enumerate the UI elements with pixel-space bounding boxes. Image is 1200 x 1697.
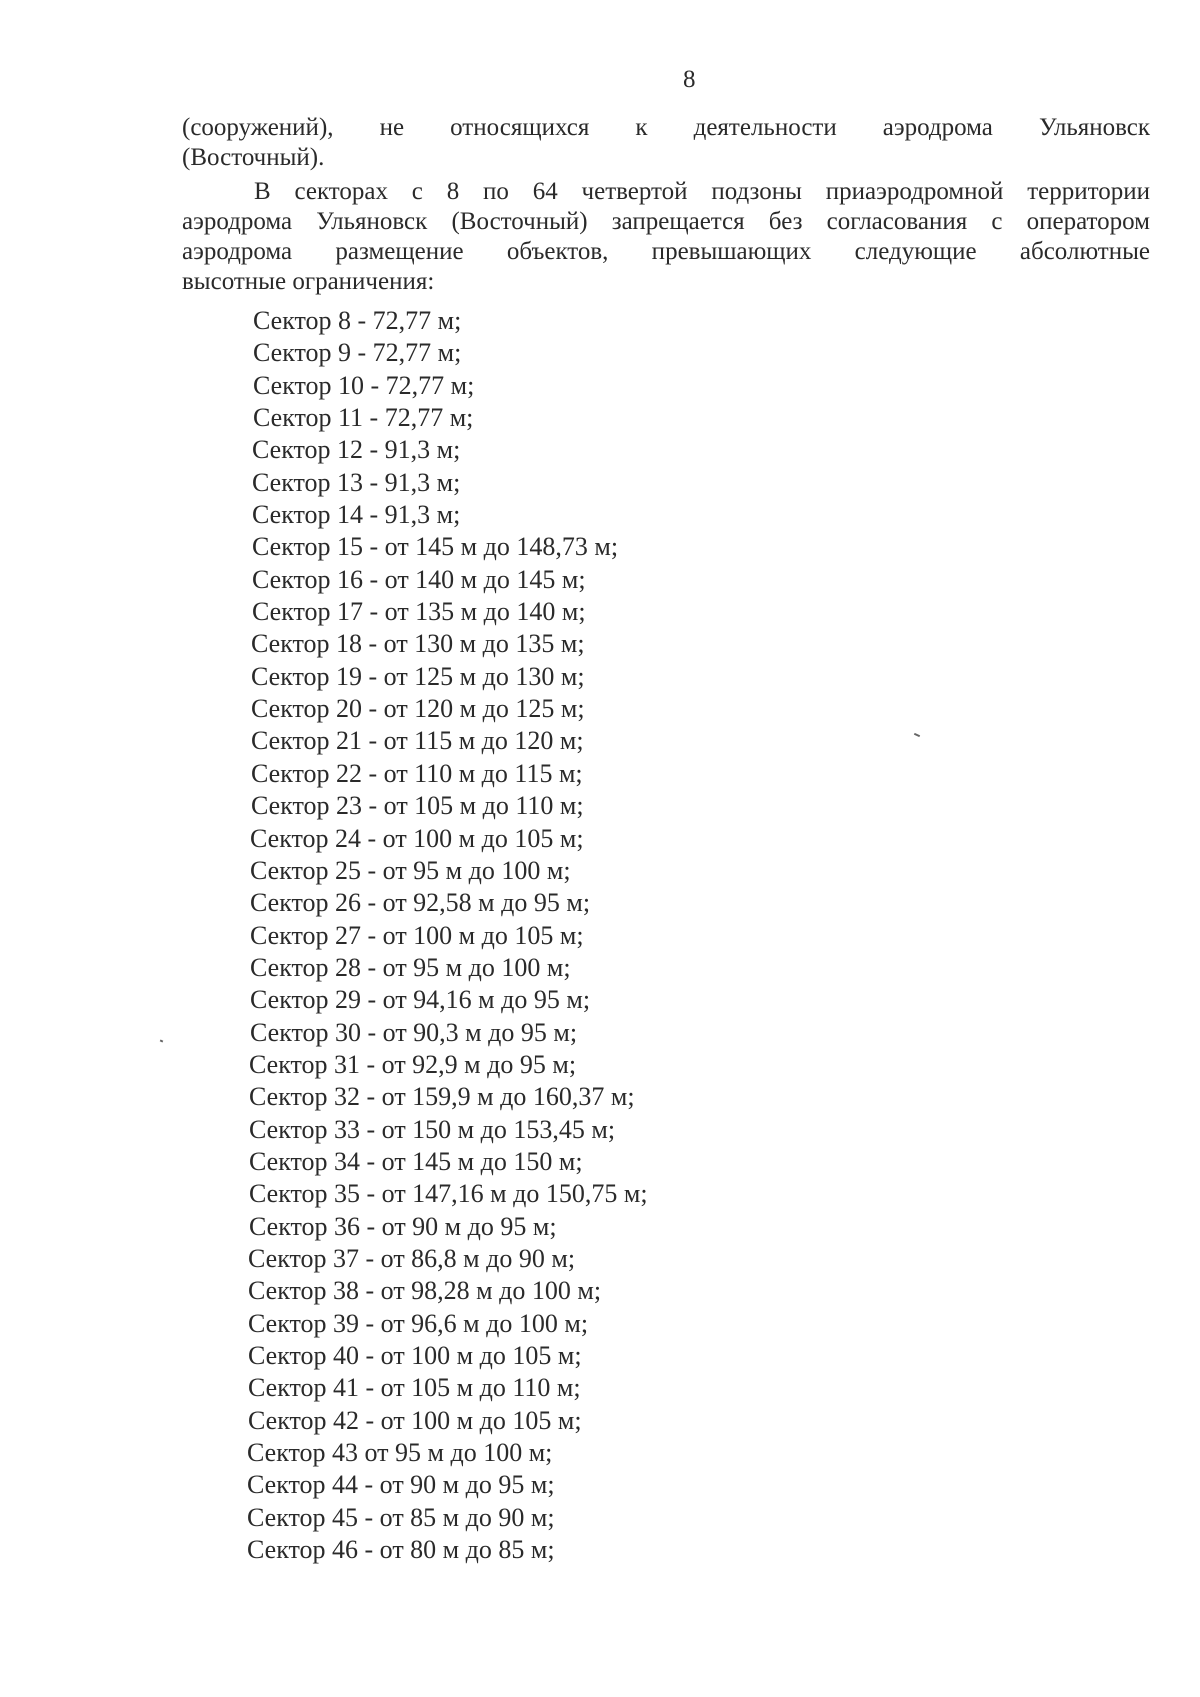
sector-item: Сектор 29 - от 94,16 м до 95 м; (250, 985, 591, 1015)
sector-item: Сектор 15 - от 145 м до 148,73 м; (252, 532, 619, 562)
sector-item: Сектор 30 - от 90,3 м до 95 м; (250, 1017, 578, 1047)
sector-item: Сектор 22 - от 110 м до 115 м; (251, 758, 583, 788)
sector-item: Сектор 44 - от 90 м до 95 м; (247, 1470, 555, 1500)
paragraph-line: аэродрома Ульяновск (Восточный) запрещается без согласования с оператором (182, 208, 1150, 235)
page-number: 8 (683, 66, 696, 93)
sector-item: Сектор 16 - от 140 м до 145 м; (252, 564, 586, 594)
sector-item: Сектор 21 - от 115 м до 120 м; (251, 726, 584, 756)
sector-item: Сектор 13 - 91,3 м; (252, 467, 461, 497)
sector-item: Сектор 28 - от 95 м до 100 м; (250, 952, 571, 982)
sector-item: Сектор 43 от 95 м до 100 м; (247, 1438, 553, 1468)
sector-item: Сектор 20 - от 120 м до 125 м; (251, 694, 585, 724)
sector-item: Сектор 11 - 72,77 м; (253, 403, 474, 433)
sector-list (0, 305, 1200, 1566)
sector-item: Сектор 10 - 72,77 м; (253, 370, 475, 400)
paragraph-line: В секторах с 8 по 64 четвертой подзоны приаэродромной территории (254, 178, 1150, 205)
sector-item: Сектор 27 - от 100 м до 105 м; (250, 920, 584, 950)
sector-item: Сектор 18 - от 130 м до 135 м; (251, 629, 585, 659)
sector-item: Сектор 23 - от 105 м до 110 м; (251, 791, 584, 821)
sector-item: Сектор 14 - 91,3 м; (252, 500, 461, 530)
sector-item: Сектор 45 - от 85 м до 90 м; (247, 1502, 555, 1532)
paragraph-line: аэродрома размещение объектов, превышающих следующие абсолютные (182, 238, 1150, 265)
sector-item: Сектор 8 - 72,77 м; (253, 306, 462, 335)
sector-item: Сектор 46 - от 80 м до 85 м; (247, 1535, 555, 1565)
sector-item: Сектор 34 - от 145 м до 150 м; (249, 1146, 583, 1176)
sector-item: Сектор 25 - от 95 м до 100 м; (250, 855, 571, 885)
sector-item: Сектор 12 - 91,3 м; (252, 435, 461, 465)
paragraph-height-restrictions (182, 177, 1150, 297)
sector-item: Сектор 38 - от 98,28 м до 100 м; (248, 1276, 602, 1306)
paragraph-continuation (182, 113, 1150, 173)
sector-item: Сектор 26 - от 92,58 м до 95 м; (250, 888, 591, 918)
sector-item: Сектор 19 - от 125 м до 130 м; (251, 661, 585, 691)
paragraph-line: (сооружений), не относящихся к деятельности аэродрома Ульяновск (182, 114, 1150, 141)
sector-item: Сектор 37 - от 86,8 м до 90 м; (248, 1243, 576, 1273)
sector-item: Сектор 39 - от 96,6 м до 100 м; (248, 1308, 589, 1338)
sector-item: Сектор 9 - 72,77 м; (253, 338, 462, 368)
sector-item: Сектор 41 - от 105 м до 110 м; (248, 1373, 581, 1403)
sector-item: Сектор 35 - от 147,16 м до 150,75 м; (249, 1179, 648, 1209)
sector-item: Сектор 31 - от 92,9 м до 95 м; (249, 1049, 577, 1079)
paragraph-line: (Восточный). (182, 144, 325, 171)
sector-item: Сектор 36 - от 90 м до 95 м; (249, 1211, 557, 1241)
sector-item: Сектор 40 - от 100 м до 105 м; (248, 1341, 582, 1370)
sector-item: Сектор 17 - от 135 м до 140 м; (252, 597, 586, 627)
sector-item: Сектор 33 - от 150 м до 153,45 м; (249, 1114, 616, 1144)
sector-item: Сектор 24 - от 100 м до 105 м; (250, 823, 584, 853)
sector-item: Сектор 42 - от 100 м до 105 м; (248, 1405, 582, 1435)
paragraph-line: высотные ограничения: (182, 268, 435, 295)
sector-item: Сектор 32 - от 159,9 м до 160,37 м; (249, 1082, 635, 1112)
